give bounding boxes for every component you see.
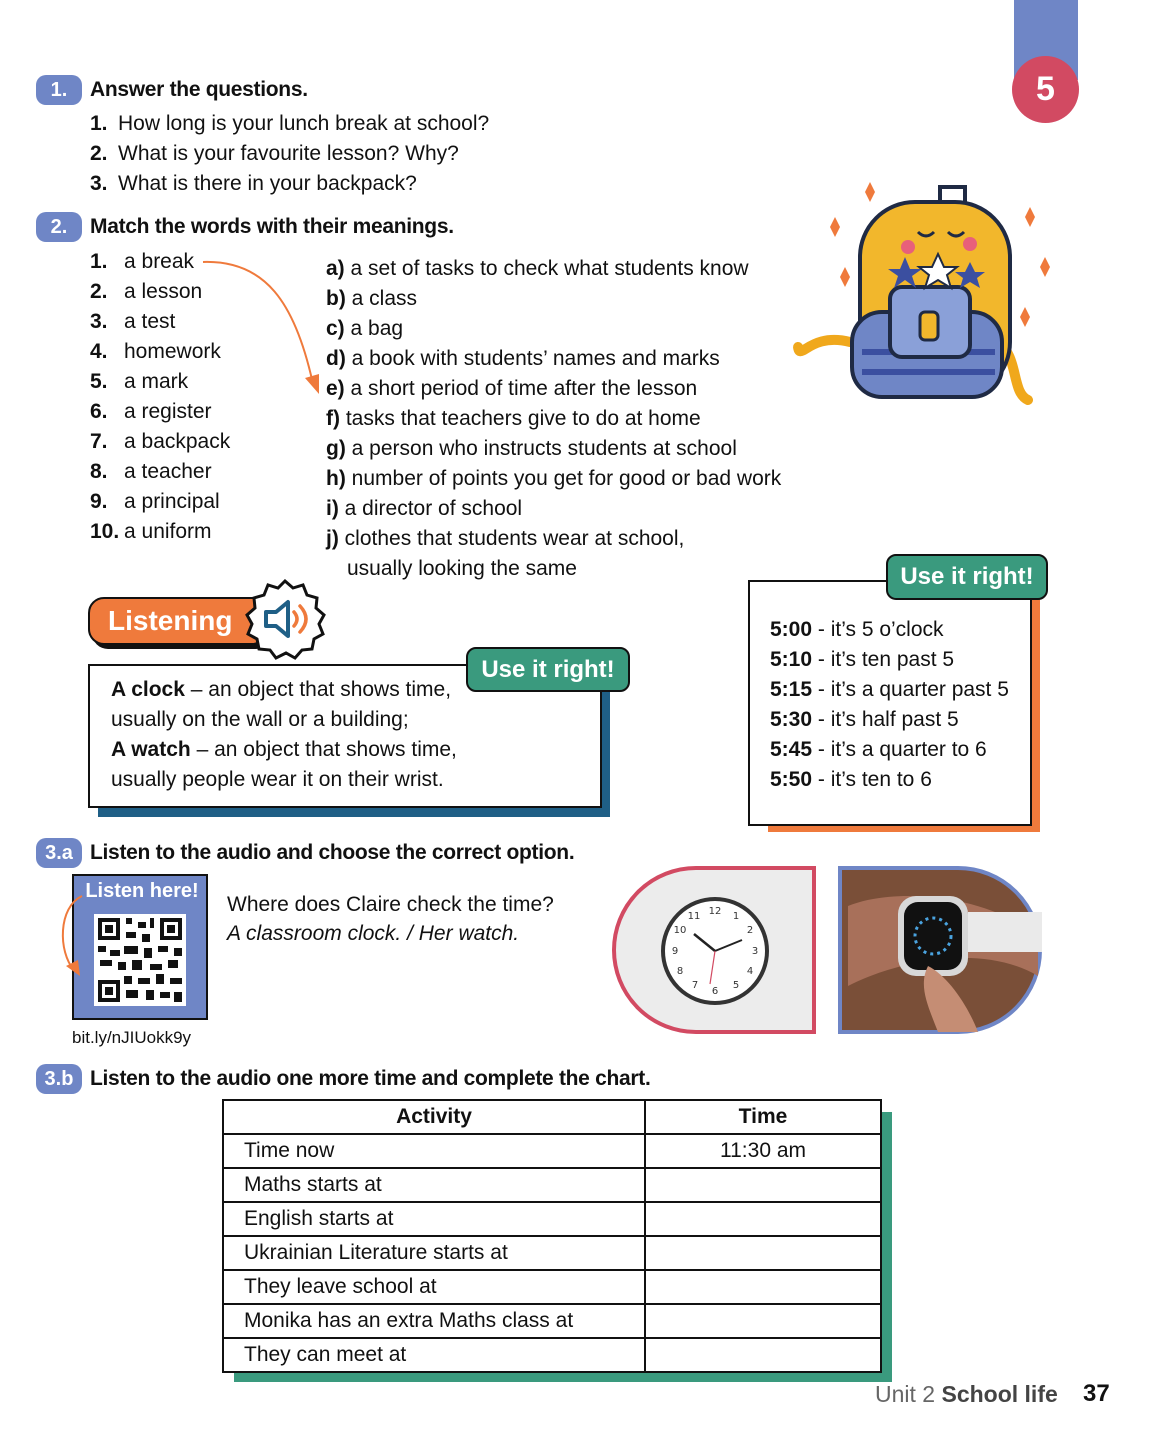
task-1-number: 1. [36,75,82,105]
meaning-item: d) a book with students’ names and marks [326,347,720,370]
word-item: 10. a uniform [90,520,212,543]
table-row [223,1236,881,1270]
meaning-item: c) a bag [326,317,404,340]
svg-text:6: 6 [711,986,719,997]
time-cell[interactable] [645,1168,881,1202]
speaker-icon[interactable] [244,578,326,660]
table-row [223,1338,881,1372]
word-item: 8. a teacher [90,460,212,483]
task-3a-question: Where does Claire check the time? [227,893,554,916]
time-row: 5:15 - it’s a quarter past 5 [770,678,1009,701]
svg-text:11: 11 [687,911,701,922]
word-item: 9. a principal [90,490,220,513]
meaning-item: j) clothes that students wear at school, [326,527,685,550]
activity-cell: They can meet at [223,1338,645,1372]
activity-cell: Monika has an extra Maths class at [223,1304,645,1338]
meaning-item: h) number of points you get for good or bad work [326,467,782,490]
time-cell[interactable] [645,1304,881,1338]
activity-cell: They leave school at [223,1270,645,1304]
word-item: 1. a break [90,250,195,273]
backpack-illustration [790,172,1060,412]
question-3: 3. What is there in your backpack? [90,172,417,195]
meaning-item: i) a director of school [326,497,523,520]
svg-text:9: 9 [671,946,679,957]
meaning-item: b) a class [326,287,418,310]
footer-unit: Unit 2 School life [875,1381,1058,1407]
table-row [223,1304,881,1338]
meaning-item-continuation: usually looking the same [347,557,577,580]
svg-text:1: 1 [732,911,740,922]
listening-label: Listening [88,597,268,645]
table-row [223,1168,881,1202]
question-2: 2. What is your favourite lesson? Why? [90,142,459,165]
time-cell[interactable] [645,1338,881,1372]
activity-cell: Time now [223,1134,645,1168]
page-number: 37 [1083,1380,1110,1407]
table-row [223,1270,881,1304]
time-cell[interactable]: 11:30 am [645,1134,881,1168]
svg-text:4: 4 [746,966,754,977]
smartwatch-photo [838,866,1042,1034]
activity-cell: English starts at [223,1202,645,1236]
task-1-title: Answer the questions. [90,78,308,101]
time-cell[interactable] [645,1202,881,1236]
watch-definition-line2: usually people wear it on their wrist. [111,768,444,791]
time-cell[interactable] [645,1236,881,1270]
time-row: 5:50 - it’s ten to 6 [770,768,932,791]
example-arrow-icon [195,252,325,397]
question-1: 1. How long is your lunch break at school? [90,112,490,135]
word-item: 6. a register [90,400,212,423]
word-item: 3. a test [90,310,176,333]
word-item: 5. a mark [90,370,189,393]
svg-text:12: 12 [708,906,722,917]
time-row: 5:30 - it’s half past 5 [770,708,959,731]
activity-time-table [222,1099,882,1373]
clock-definition-line2: usually on the wall or a building; [111,708,409,731]
svg-text:10: 10 [673,925,687,936]
listen-here-label: Listen here! [85,880,199,902]
unit-number-badge: 5 [1012,56,1079,123]
qr-code-icon[interactable] [94,914,186,1006]
word-item: 4. homework [90,340,221,363]
svg-text:2: 2 [746,925,754,936]
task-3b-title: Listen to the audio one more time and complete the chart. [90,1067,651,1090]
activity-cell: Maths starts at [223,1168,645,1202]
meaning-item: a) a set of tasks to check what students know [326,257,749,280]
use-it-right-label: Use it right! [466,647,630,692]
table-header-row [223,1100,881,1134]
task-3b-number: 3.b [36,1064,82,1094]
activity-cell: Ukrainian Literature starts at [223,1236,645,1270]
qr-arrow-icon [56,892,86,982]
clock-definition: A clock – an object that shows time, [111,678,452,701]
task-2-number: 2. [36,212,82,242]
svg-text:3: 3 [751,946,759,957]
task-2-title: Match the words with their meanings. [90,215,454,238]
word-item: 7. a backpack [90,430,231,453]
task-3a-number: 3.a [36,838,82,868]
audio-link[interactable]: bit.ly/nJIUokk9y [72,1028,192,1047]
time-row: 5:00 - it’s 5 o’clock [770,618,944,641]
svg-text:7: 7 [691,980,699,991]
task-3a-title: Listen to the audio and choose the correct option. [90,841,575,864]
use-it-right-label: Use it right! [886,554,1048,600]
time-row: 5:45 - it’s a quarter to 6 [770,738,987,761]
task-3a-options: A classroom clock. / Her watch. [227,922,520,945]
svg-text:5: 5 [732,980,740,991]
meaning-item: e) a short period of time after the lesson [326,377,698,400]
word-item: 2. a lesson [90,280,203,303]
table-row [223,1134,881,1168]
time-cell[interactable] [645,1270,881,1304]
watch-definition: A watch – an object that shows time, [111,738,457,761]
meaning-item: f) tasks that teachers give to do at home [326,407,701,430]
meaning-item: g) a person who instructs students at school [326,437,737,460]
time-row: 5:10 - it’s ten past 5 [770,648,955,671]
svg-text:8: 8 [676,966,684,977]
column-header-time: Time [645,1100,881,1134]
wall-clock-photo [612,866,818,1034]
column-header-activity: Activity [223,1100,645,1134]
table-row [223,1202,881,1236]
